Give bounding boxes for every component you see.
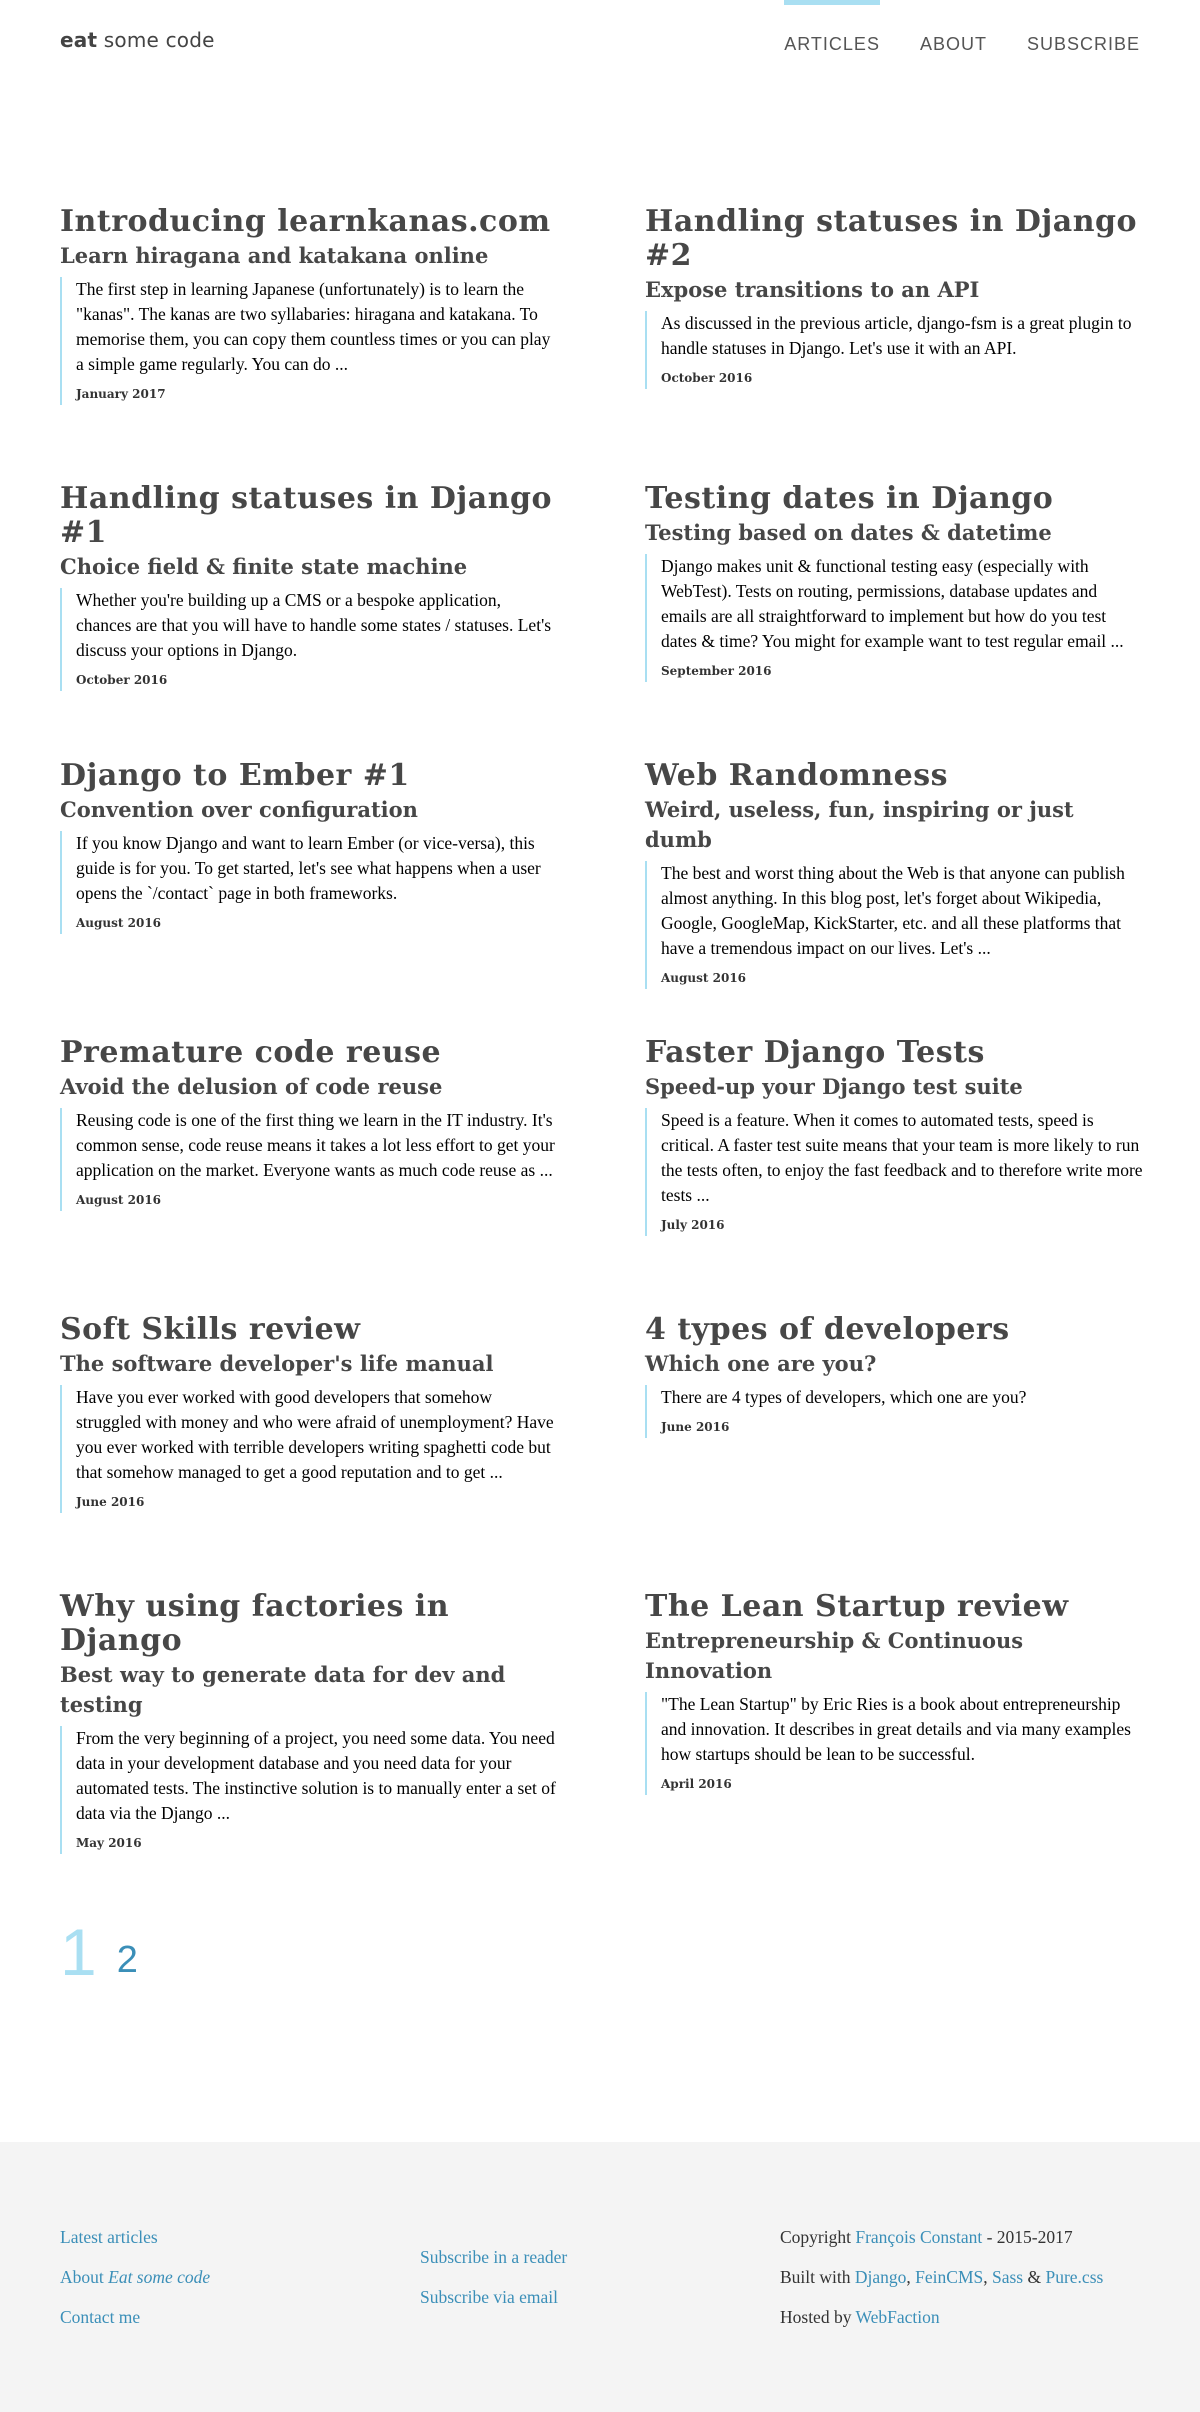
article-title[interactable]: Premature code reuse (60, 1035, 442, 1070)
article-card (60, 205, 560, 482)
article-body (60, 1726, 560, 1854)
article-list (0, 205, 1200, 1867)
built-sep: , (983, 2267, 992, 2287)
article-summary: As discussed in the previous article, django-fsm is a great plugin to handle statuses in Django. Let's use it with an API. (661, 313, 1132, 358)
article-card (645, 1590, 1145, 1867)
article-date: October 2016 (661, 371, 753, 385)
article-date: May 2016 (76, 1836, 142, 1850)
article-summary: Have you ever worked with good developers that somehow struggled with money and who were afraid of unemployment? Have you ever worked with terrible developers writing spaghetti code but that somehow managed to get a good reputation and to get ... (76, 1387, 554, 1482)
webfaction-link[interactable]: WebFaction (855, 2307, 940, 2327)
article-card (60, 759, 560, 1036)
article-title[interactable]: Faster Django Tests (645, 1035, 985, 1070)
footer-latest-articles-link[interactable]: Latest articles (60, 2227, 158, 2247)
article-date: September 2016 (661, 664, 772, 678)
logo-bold: eat (60, 28, 98, 52)
footer-about-name: Eat some code (108, 2267, 211, 2287)
site-header (0, 0, 1200, 120)
article-subtitle: Testing based on dates & datetime (645, 520, 1052, 545)
article-body (645, 861, 1145, 989)
article-card (60, 482, 560, 759)
article-card (645, 1036, 1145, 1313)
article-summary: There are 4 types of developers, which one are you? (661, 1387, 1027, 1407)
article-summary: The first step in learning Japanese (unfortunately) is to learn the "kanas". The kanas are two syllabaries: hiragana and katakana. To memorise them, you can copy them countless times or you can play a simple game regularly. You can do ... (76, 279, 551, 374)
article-date: August 2016 (76, 916, 162, 930)
article-summary: If you know Django and want to learn Ember (or vice-versa), this guide is for you. To get started, let's see what happens when a user opens the `/contact` page in both frameworks. (76, 833, 541, 903)
article-date: June 2016 (76, 1495, 145, 1509)
main-nav (744, 0, 1140, 55)
article-title[interactable]: 4 types of developers (645, 1312, 1010, 1347)
article-date: July 2016 (661, 1218, 725, 1232)
article-summary: "The Lean Startup" by Eric Ries is a book about entrepreneurship and innovation. It describes in great details and via many examples how startups should be lean to be successful. (661, 1694, 1131, 1764)
article-card (60, 1590, 560, 1867)
article-body (645, 311, 1145, 389)
django-link[interactable]: Django (854, 2267, 907, 2287)
built-sep: , (906, 2267, 916, 2287)
article-date: April 2016 (661, 1777, 732, 1791)
article-subtitle: Which one are you? (645, 1351, 877, 1376)
article-date: January 2017 (76, 387, 166, 401)
article-subtitle: Best way to generate data for dev and testing (60, 1662, 506, 1717)
footer-about-prefix: About (60, 2267, 109, 2287)
footer-subscribe-email-link[interactable]: Subscribe via email (420, 2287, 559, 2307)
built-prefix: Built with (780, 2267, 855, 2287)
logo-rest: some code (97, 28, 215, 52)
article-body (60, 831, 560, 934)
nav-articles[interactable]: ARTICLES (784, 0, 880, 55)
footer-hosted-by (780, 2307, 1140, 2327)
article-title[interactable]: Soft Skills review (60, 1312, 361, 1347)
article-subtitle: Avoid the delusion of code reuse (60, 1074, 443, 1099)
article-card (645, 759, 1145, 1036)
nav-subscribe[interactable]: SUBSCRIBE (1026, 34, 1140, 54)
article-summary: From the very beginning of a project, you need some data. You need data in your development database and you need data for your automated tests. The instinctive solution is to manually enter a set of data via the Django ... (76, 1728, 556, 1823)
nav-about[interactable]: ABOUT (919, 34, 987, 54)
article-subtitle: Expose transitions to an API (645, 277, 980, 302)
footer-contact-link[interactable]: Contact me (60, 2307, 141, 2327)
article-card (645, 205, 1145, 482)
article-summary: Whether you're building up a CMS or a bespoke application, chances are that you will have to handle some states / statuses. Let's discuss your options in Django. (76, 590, 552, 660)
article-title[interactable]: Introducing learnkanas.com (60, 204, 551, 239)
article-title[interactable]: Handling statuses in Django #1 (60, 481, 553, 550)
article-date: October 2016 (76, 673, 168, 687)
footer-built-with (780, 2267, 1140, 2287)
page-current: 1 (60, 1915, 97, 1989)
article-body (60, 277, 560, 405)
article-title[interactable]: Django to Ember #1 (60, 758, 410, 793)
footer-column-links (60, 2227, 420, 2412)
article-summary: Speed is a feature. When it comes to automated tests, speed is critical. A faster test suite means that your team is more likely to run the tests often, to enjoy the fast feedback and to therefore write more tests ... (661, 1110, 1143, 1205)
site-footer (0, 2142, 1200, 2412)
article-body (60, 588, 560, 691)
article-subtitle: Entrepreneurship & Continuous Innovation (645, 1628, 1024, 1683)
sass-link[interactable]: Sass (991, 2267, 1024, 2287)
article-body (645, 1385, 1145, 1438)
article-summary: Reusing code is one of the first thing we learn in the IT industry. It's common sense, code reuse means it takes a lot less effort to get your application on the market. Everyone wants as much code reuse as ... (76, 1110, 555, 1180)
hosted-prefix: Hosted by (780, 2307, 856, 2327)
footer-subscribe-reader-link[interactable]: Subscribe in a reader (420, 2247, 568, 2267)
footer-column-subscribe (420, 2227, 780, 2412)
copyright-suffix: - 2015-2017 (982, 2227, 1073, 2247)
article-date: August 2016 (661, 971, 747, 985)
article-subtitle: Choice field & finite state machine (60, 554, 468, 579)
footer-copyright (780, 2227, 1140, 2247)
purecss-link[interactable]: Pure.css (1045, 2267, 1104, 2287)
article-body (60, 1385, 560, 1513)
article-card (645, 482, 1145, 759)
article-subtitle: Speed-up your Django test suite (645, 1074, 1023, 1099)
article-subtitle: Convention over configuration (60, 797, 418, 822)
article-summary: Django makes unit & functional testing easy (especially with WebTest). Tests on routing, permissions, database updates and emails are all straightforward to implement but how do you test dates & time? You might for example want to test regular email ... (661, 556, 1124, 651)
page-link-2[interactable]: 2 (116, 1939, 138, 1981)
article-subtitle: Weird, useless, fun, inspiring or just dumb (645, 797, 1074, 852)
site-logo[interactable] (60, 28, 215, 52)
article-subtitle: The software developer's life manual (60, 1351, 494, 1376)
article-date: June 2016 (661, 1420, 730, 1434)
pagination (0, 1867, 1200, 2142)
article-card (60, 1036, 560, 1313)
article-body (645, 1108, 1145, 1236)
article-card (60, 1313, 560, 1590)
feincms-link[interactable]: FeinCMS (915, 2267, 984, 2287)
article-title[interactable]: The Lean Startup review (645, 1589, 1069, 1624)
author-link[interactable]: François Constant (855, 2227, 983, 2247)
footer-column-credits (780, 2227, 1140, 2412)
article-body (60, 1108, 560, 1211)
article-title[interactable]: Why using factories in Django (60, 1589, 450, 1658)
footer-about-link[interactable] (60, 2267, 420, 2287)
article-card (645, 1313, 1145, 1590)
article-title[interactable]: Handling statuses in Django #2 (645, 204, 1138, 273)
article-body (645, 1692, 1145, 1795)
copyright-prefix: Copyright (780, 2227, 856, 2247)
built-sep: & (1023, 2267, 1046, 2287)
article-title[interactable]: Testing dates in Django (645, 481, 1054, 516)
article-title[interactable]: Web Randomness (645, 758, 949, 793)
article-subtitle: Learn hiragana and katakana online (60, 243, 489, 268)
article-summary: The best and worst thing about the Web is that anyone can publish almost anything. In this blog post, let's forget about Wikipedia, Google, GoogleMap, KickStarter, etc. and all these platforms that have a tremendous impact on our lives. Let's ... (661, 863, 1125, 958)
article-body (645, 554, 1145, 682)
article-date: August 2016 (76, 1193, 162, 1207)
